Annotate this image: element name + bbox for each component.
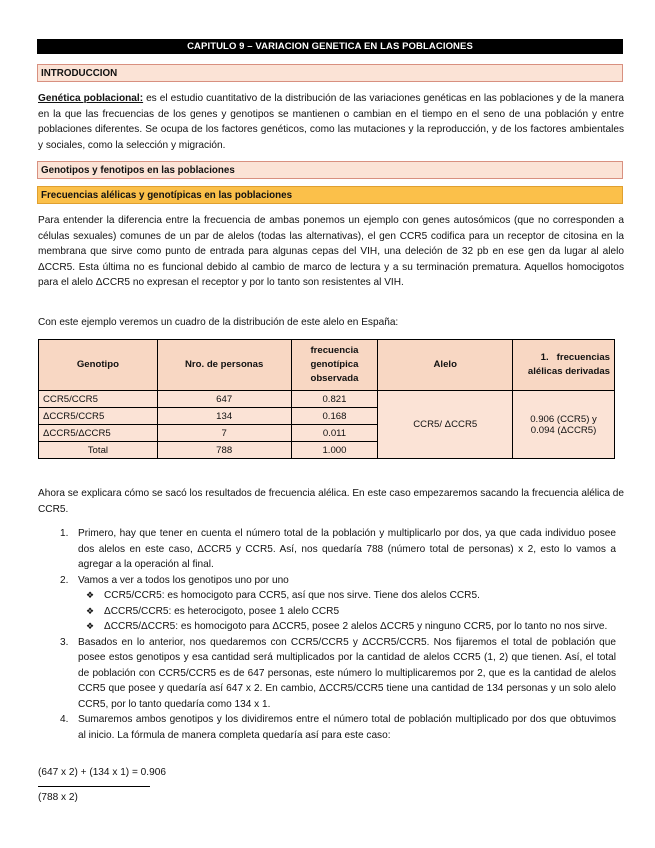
step-number: 4. xyxy=(60,714,69,725)
explanation-paragraph: Ahora se explicara cómo se sacó los resultados de frecuencia alélica. En este caso empezaremos sacando la frecuencia alélica de CCR5. xyxy=(38,488,624,515)
list-item xyxy=(60,635,616,713)
diamond-bullet-icon: ❖ xyxy=(86,621,95,631)
header-personas: Nro. de personas xyxy=(157,340,291,391)
bullet-item xyxy=(60,619,616,635)
section-frecuencias xyxy=(37,186,623,204)
step-text: Basados en lo anterior, nos quedaremos con CCR5/CCR5 y ΔCCR5/CCR5. Nos fijaremos el total de población que posee estos genotipos y esa cantidad será multiplicados por la cantidad de alelos CCR5 (1, 2) que tienen. Así, el total de población con CCR5/CCR5 es de 647 personas, este número lo multiplicaremos por 2, que es la cantidad de alelos CCR5 que posee y quedaría así 647 x 2. En cambio, ΔCCR5/CCR5 tiene una cantidad de 134 personas y un solo alelo CCR5, por lo tanto quedaría como 134 x 1. xyxy=(78,636,616,710)
chapter-title: CAPITULO 9 – VARIACION GENETICA EN LAS POBLACIONES xyxy=(37,39,623,54)
bullet-item xyxy=(60,588,616,604)
derivadas-line-1: 0.906 (CCR5) y xyxy=(530,413,597,425)
cell-personas: 647 xyxy=(157,391,291,408)
fraction-bar xyxy=(38,786,150,787)
list-item xyxy=(60,712,616,743)
section-introduccion xyxy=(37,64,623,82)
section-heading: Frecuencias alélicas y genotípicas en las poblaciones xyxy=(41,189,293,201)
formula-numerator: (647 x 2) + (134 x 1) = 0.906 xyxy=(38,767,166,778)
cell-genotipo: CCR5/CCR5 xyxy=(39,391,158,408)
diamond-bullet-icon: ❖ xyxy=(86,590,95,600)
header-derivadas xyxy=(513,340,615,391)
table-header-row xyxy=(39,340,615,391)
cell-personas: 134 xyxy=(157,408,291,425)
step-number: 1. xyxy=(60,528,69,539)
cell-personas: 7 xyxy=(157,425,291,442)
step-text: Sumaremos ambos genotipos y los dividiremos entre el número total de población multiplicado por dos que obtuvimos al inicio. La fórmula de manera completa quedaría así para este caso: xyxy=(78,714,616,741)
bullet-text: ΔCCR5/ΔCCR5: es homocigoto para ΔCCR5, posee 2 alelos ΔCCR5 y ninguno CCR5, por lo tanto no nos sirve. xyxy=(104,621,608,632)
step-number: 3. xyxy=(60,636,69,648)
bullet-text: CCR5/CCR5: es homocigoto para CCR5, así que nos sirve. Tiene dos alelos CCR5. xyxy=(104,590,480,601)
table-row xyxy=(39,391,615,408)
cell-derivadas xyxy=(513,391,615,459)
bullet-text: ΔCCR5/CCR5: es heterocigoto, posee 1 alelo CCR5 xyxy=(104,605,340,617)
intro-text: es el estudio cuantitativo de la distribución de las variaciones genéticas en las poblaciones y de la manera en la que las frecuencias de los genes y genotipos se mantienen o cambian en el tiempo en el seno de una población y entre poblaciones diferentes. Se ocupa de los factores genéticos, como las mutaciones y la reproducción, y de los factores ambientales y sociales, como la selección y migración. xyxy=(38,93,624,151)
table-intro-paragraph: Con este ejemplo veremos un cuadro de la distribución de este alelo en España: xyxy=(38,317,399,328)
cell-genotipo: ΔCCR5/ΔCCR5 xyxy=(39,425,158,442)
step-number: 2. xyxy=(60,574,69,586)
formula-denominator: (788 x 2) xyxy=(38,792,78,803)
list-item xyxy=(60,526,616,573)
cell-personas: 788 xyxy=(157,442,291,459)
section-genotipos xyxy=(37,161,623,179)
diamond-bullet-icon: ❖ xyxy=(86,605,95,616)
list-item xyxy=(60,573,616,589)
section-heading: INTRODUCCION xyxy=(41,67,118,79)
cell-genotipo: Total xyxy=(39,442,158,459)
header-genotipo: Genotipo xyxy=(39,340,158,391)
allele-distribution-table xyxy=(38,339,615,459)
header-derivadas-label: frecuencias alélicas derivadas xyxy=(527,352,610,377)
defined-term: Genética poblacional: xyxy=(38,93,144,104)
step-text: Primero, hay que tener en cuenta el número total de la población y multiplicarlo por dos, ya que cada individuo posee dos alelos en este caso, ΔCCR5 y CCR5. Así, nos quedaría 788 (número total de personas) x 2, esto lo vamos a agregar a la operación al final. xyxy=(78,528,616,570)
frecuencias-paragraph: Para entender la diferencia entre la frecuencia de ambas ponemos un ejemplo con genes autosómicos (que no corresponden a células sexuales) comunes de un par de alelos (todas las alternativas), el gen CCR5 codifica para un receptor de citosina en la membrana que sirve como punto de entrada para algunas cepas del VIH, una deleción de 32 pb en ese gen da lugar al alelo ΔCCR5. Esta última no es funcional debido al cambio de marco de lectura y a su terminación prematura. Aquellos homocigotos para el alelo ΔCCR5 no expresan el receptor y por lo tanto son resistentes al VIH. xyxy=(38,215,624,288)
intro-paragraph xyxy=(38,91,624,153)
section-heading: Genotipos y fenotipos en las poblaciones xyxy=(41,164,235,176)
bullet-item xyxy=(60,604,616,620)
cell-frecuencia: 1.000 xyxy=(291,442,378,459)
steps-list xyxy=(60,526,616,743)
derivadas-line-2: 0.094 (ΔCCR5) xyxy=(530,424,597,436)
step-text: Vamos a ver a todos los genotipos uno por uno xyxy=(78,574,289,586)
cell-alelo: CCR5/ ΔCCR5 xyxy=(378,391,513,459)
cell-frecuencia: 0.011 xyxy=(291,425,378,442)
cell-frecuencia: 0.821 xyxy=(291,391,378,408)
header-frecuencia: frecuencia genotípica observada xyxy=(291,340,378,391)
cell-frecuencia: 0.168 xyxy=(291,408,378,425)
header-alelo: Alelo xyxy=(378,340,513,391)
cell-genotipo: ΔCCR5/CCR5 xyxy=(39,408,158,425)
header-derivadas-number: 1. xyxy=(540,352,549,363)
